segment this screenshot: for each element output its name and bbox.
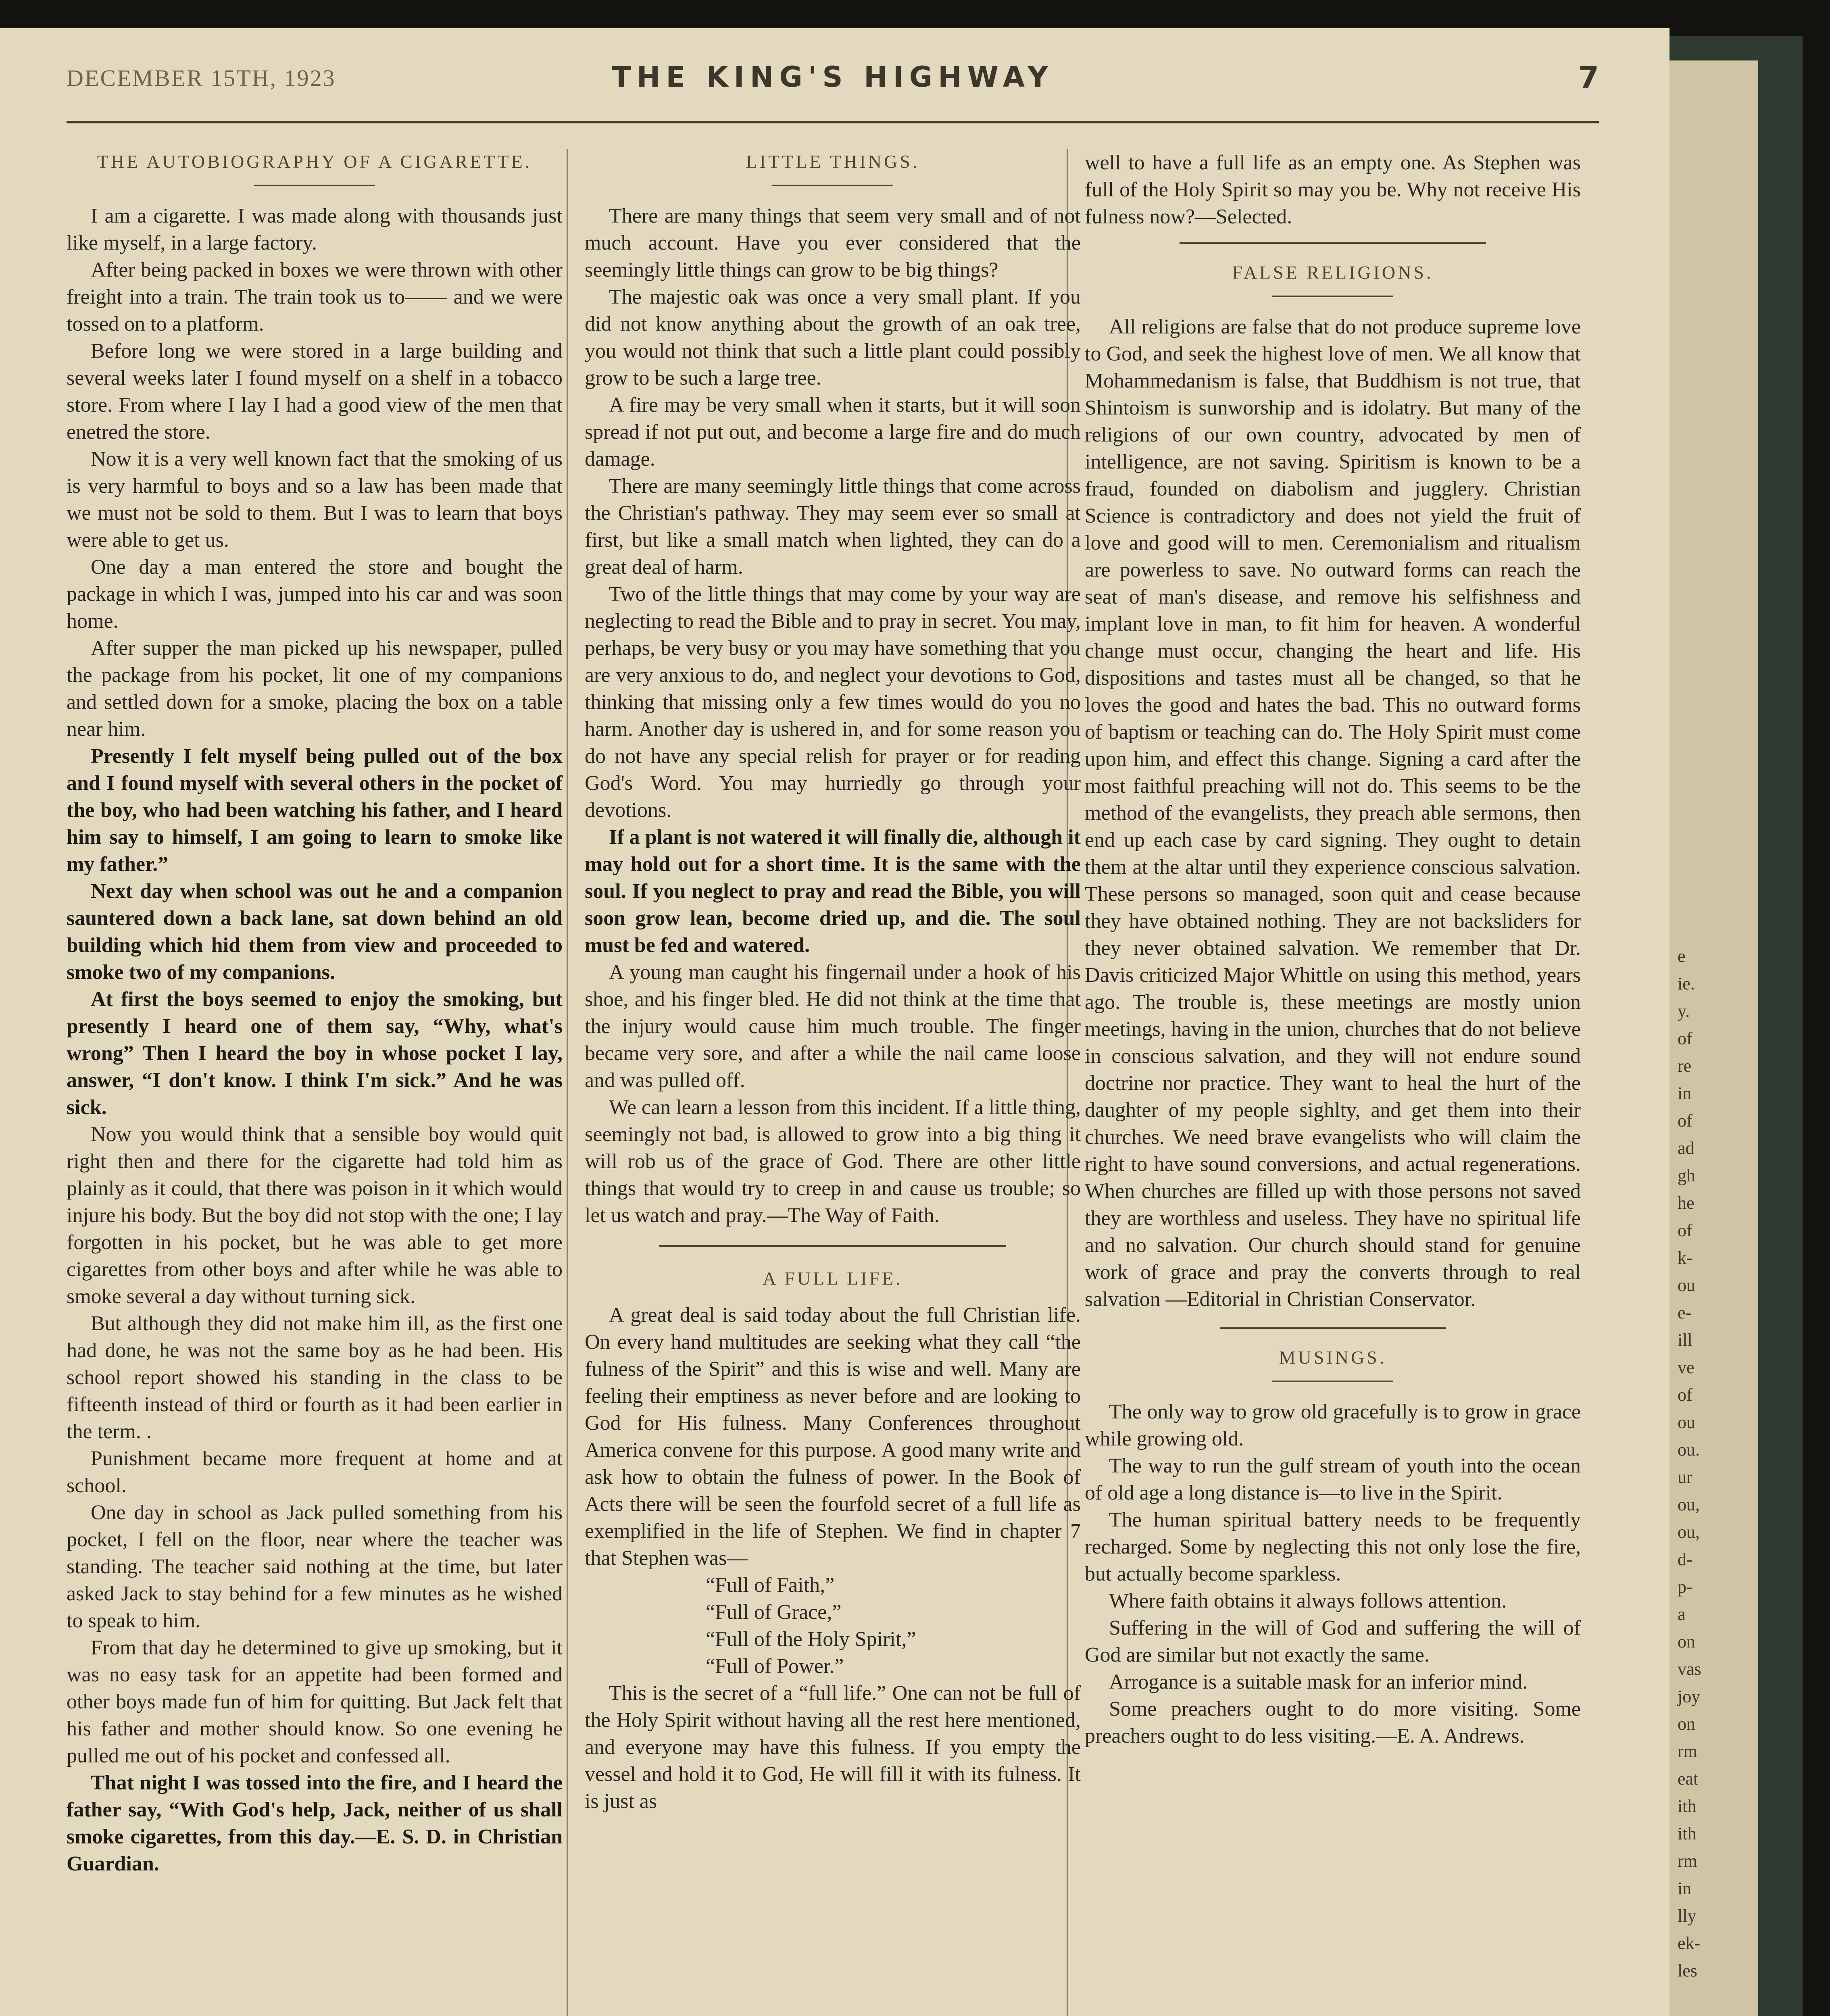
article-title-full-life: A FULL LIFE. (763, 1268, 903, 1289)
adjacent-page-fragment: ou (1678, 1275, 1695, 1295)
adjacent-page-fragment: he (1678, 1193, 1695, 1213)
paragraph: Before long we were stored in a large building and several weeks later I found myself on a shelf in a tobacco store. From where I lay I had a good view of the men that enetred the store. (67, 339, 563, 444)
section-rule (1220, 1327, 1446, 1329)
paragraph: From that day he determined to give up smoking, but it was no easy task for an appetite had been formed and other boys made fun of him for quitting. But Jack felt that his father and mother should know. So one evening he pulled me out of his pocket and confessed all. (67, 1636, 563, 1768)
adjacent-page-fragment: rm (1678, 1741, 1697, 1761)
paragraph: I am a cigarette. I was made along with thousands just like myself, in a large factory. (67, 204, 563, 255)
section-rule (659, 1245, 1006, 1247)
adjacent-page-fragment: ek- (1678, 1933, 1701, 1953)
adjacent-page-fragment: ou (1678, 1412, 1695, 1432)
adjacent-page-fragment: p- (1678, 1577, 1692, 1597)
adjacent-page-fragment: ur (1678, 1467, 1692, 1487)
paragraph: The human spiritual battery needs to be frequently recharged. Some by neglecting this not only lose the fire, but actually become sparkless. (1085, 1508, 1581, 1586)
paragraph: Suffering in the will of God and suffering the will of God are similar but not exactly the same. (1085, 1616, 1581, 1667)
title-rule (254, 185, 375, 186)
adjacent-page-fragment: of (1678, 1029, 1692, 1048)
article-title-false-religions: FALSE RELIGIONS. (1232, 262, 1434, 283)
paragraph: Some preachers ought to do more visiting. Some preachers ought to do less visiting.—E. A. Andrews. (1085, 1697, 1581, 1748)
adjacent-page-fragment: ou, (1678, 1522, 1700, 1542)
paragraph: After supper the man picked up his newspaper, pulled the package from his pocket, lit one of my companions and settled down for a smoke, placing the box on a table near him. (67, 637, 563, 741)
paragraph: A fire may be very small when it starts, but it will soon spread if not put out, and become a large fire and do much damage. (585, 394, 1081, 471)
header-rule (67, 121, 1599, 123)
paragraph-continued: well to have a full life as an empty one. As Stephen was full of the Holy Spirit so may you be. Why not receive His fulness now?—Selected. (1085, 151, 1581, 228)
adjacent-page-fragment: e- (1678, 1303, 1692, 1322)
paragraph: Two of the little things that may come by your way are neglecting to read the Bible and to pray in secret. You may, perhaps, be very busy or you may have something that you are very anxious to do, and neglect your devotions to God, thinking that missing only a few times would do you no harm. Another day is ushered in, and for some reason you do not have any special relish for prayer or for reading God's Word. You may hurriedly go through your devotions. (585, 583, 1081, 822)
adjacent-page-fragment: ou. (1678, 1440, 1700, 1460)
paragraph: Now it is a very well known fact that the smoking of us is very harmful to boys and so a law has been made that we must not be sold to them. But I was to learn that boys were able to get us. (67, 448, 563, 552)
adjacent-page-fragment: rm (1678, 1851, 1697, 1871)
paragraph: The majestic oak was once a very small plant. If you did not know anything about the growth of an oak tree, you would not think that such a little plant could possibly grow to be such a large tree. (585, 285, 1081, 390)
title-rule (1272, 296, 1393, 297)
page-number: 7 (1578, 60, 1599, 95)
adjacent-page-fragment: ith (1678, 1796, 1697, 1816)
paragraph: If a plant is not watered it will finally die, although it may hold out for a short time. It is the same with the soul. If you neglect to pray and read the Bible, you will soon grow lean, become dried up, and die. The soul must be fed and watered. (585, 826, 1081, 957)
publication-title: THE KING'S HIGHWAY (612, 60, 1054, 94)
paragraph: Next day when school was out he and a companion sauntered down a back lane, sat down behind an old building which hid them from view and proceeded to smoke two of my companions. (67, 880, 563, 984)
paragraph: That night I was tossed into the fire, and I heard the father say, “With God's help, Jack, neither of us shall smoke cigarettes, from this day.—E. S. D. in Christian Guardian. (67, 1771, 563, 1876)
adjacent-page-fragment: in (1678, 1083, 1692, 1103)
paragraph: Now you would think that a sensible boy would quit right then and there for the cigarette had told him as plainly as it could, that there was poison in it which would injure his body. But the boy did not stop with the one; I lay forgotten in his pocket, but he was able to get more cigarettes from other boys and after while he was able to smoke several a day without turning sick. (67, 1123, 563, 1308)
running-head (67, 56, 1599, 97)
paragraph: This is the secret of a “full life.” One can not be full of the Holy Spirit without having all the rest here mentioned, and everyone may have this fulness. If you empty the vessel and hold it to God, He will fill it with its fulness. It is just as (585, 1682, 1081, 1813)
adjacent-page-fragment: y. (1678, 1001, 1690, 1021)
adjacent-page-fragment: of (1678, 1220, 1692, 1240)
paragraph: Where faith obtains it always follows attention. (1109, 1589, 1507, 1613)
title-rule (1272, 1381, 1393, 1382)
column-divider (567, 149, 568, 2016)
book-binding (1670, 36, 1803, 2016)
adjacent-page-fragment: ie. (1678, 974, 1695, 993)
adjacent-page-edge (1670, 60, 1758, 2016)
paragraph: Punishment became more frequent at home and at school. (67, 1447, 563, 1497)
adjacent-page-fragment: les (1678, 1961, 1697, 1981)
adjacent-page-fragment: lly (1678, 1906, 1697, 1926)
paragraph: But although they did not make him ill, as the first one had done, he was not the same boy as he had been. His school report showed his standing in the class to be fifteenth instead of third or fourth as it had been earlier in the term. . (67, 1312, 563, 1443)
adjacent-page-fragment: eat (1678, 1769, 1699, 1789)
paragraph: A young man caught his fingernail under a hook of his shoe, and his finger bled. He did not think at the time that the injury would cause him much trouble. The finger became very sore, and after a while the nail came loose and was pulled off. (585, 961, 1081, 1092)
adjacent-page-fragment: ith (1678, 1824, 1697, 1843)
paragraph: Arrogance is a suitable mask for an inferior mind. (1109, 1670, 1528, 1694)
paragraph: There are many seemingly little things that come across the Christian's pathway. They may seem ever so small at first, but like a small match when lighted, they can do a great deal of harm. (585, 475, 1081, 579)
paragraph: All religions are false that do not produce supreme love to God, and seek the highest love of men. We all know that Mohammedanism is false, that Buddhism is not true, that Shintoism is sunworship and is idolatry. But many of the religions of our own country, advocated by men of intelligence, are not saving. Spiritism is known to be a fraud, founded on diabolism and jugglery. Christian Science is contradictory and does not yield the fruit of love and good will to men. Ceremonialism and ritualism are powerless to save. No outward forms can reach the seat of man's disease, and remove his selfishness and implant love in man, to fit him for heaven. A wonderful change must occur, changing the heart and life. His dispositions and tastes must all be changed, so that he loves the good and hates the bad. This no outward forms of baptism or teaching can do. The Holy Spirit must come upon him, and effect this change. Signing a card after the most faithful preaching will not do. This seems to be the method of the evangelists, they preach able sermons, then end up each case by card signing. They ought to detain them at the altar until they experience conscious salvation. These persons so managed, soon quit and cease because they have obtained nothing. They are not backsliders for they never obtained salvation. We remember that Dr. Davis criticized Major Whittle on using this method, years ago. The trouble is, these meetings are mostly union meetings, having in the union, churches that do not believe in conscious salvation, and they will not endure sound doctrine nor practice. They want to heal the hurt of the daughter of my people sighlty, and get them into their churches. We need brave evangelists who will claim the right to have sound conversions, and actual regenerations. When churches are filled up with those persons not saved they are worthless and useless. They have no spiritual life and no salvation. Our church should stand for genuine work of grace and pray the converts through to real salvation —Editorial in Christian Conservator. (1085, 315, 1581, 1311)
adjacent-page-fragment: ou, (1678, 1495, 1700, 1514)
article-title-little-things: LITTLE THINGS. (746, 151, 920, 172)
issue-date: DECEMBER 15TH, 1923 (67, 65, 336, 91)
adjacent-page-fragment: of (1678, 1111, 1692, 1131)
quality-line: “Full of Faith,” (706, 1574, 835, 1597)
adjacent-page-fragment: in (1678, 1879, 1692, 1898)
column-2 (585, 149, 1081, 1815)
adjacent-page-fragment: re (1678, 1056, 1692, 1076)
paragraph: The only way to grow old gracefully is to grow in grace while growing old. (1085, 1400, 1581, 1451)
adjacent-page-fragment: e (1678, 946, 1686, 966)
adjacent-page-fragment: vas (1678, 1659, 1701, 1679)
adjacent-page-fragment: on (1678, 1632, 1695, 1652)
newspaper-page (0, 28, 1670, 2016)
adjacent-page-fragment: joy (1678, 1687, 1701, 1706)
paragraph: We can learn a lesson from this incident. If a little thing, seemingly not bad, is allowed to grow into a big thing it will rob us of the grace of God. There are other little things that would try to creep in and cause us trouble; so let us watch and pray.—The Way of Faith. (585, 1096, 1081, 1227)
paragraph: After being packed in boxes we were thrown with other freight into a train. The train took us to—— and we were tossed on to a platform. (67, 258, 563, 336)
article-title-autobiography: THE AUTOBIOGRAPHY OF A CIGARETTE. (97, 151, 532, 172)
article-title-musings: MUSINGS. (1279, 1347, 1387, 1368)
adjacent-page-fragment: ill (1678, 1330, 1692, 1350)
adjacent-page-fragment: ad (1678, 1138, 1695, 1158)
adjacent-page-fragment: d- (1678, 1549, 1692, 1569)
paragraph: Presently I felt myself being pulled out of the box and I found myself with several others in the pocket of the boy, who had been watching his father, and I heard him say to himself, I am going to learn to smoke like my father.” (67, 745, 563, 876)
quality-line: “Full of Grace,” (706, 1601, 842, 1624)
quality-line: “Full of Power.” (706, 1655, 844, 1678)
paragraph: At first the boys seemed to enjoy the smoking, but presently I heard one of them say, “Why, what's wrong” Then I heard the boy in whose pocket I lay, answer, “I don't know. I think I'm sick.” And he was sick. (67, 988, 563, 1119)
adjacent-page-fragment: of (1678, 1385, 1692, 1405)
paragraph: There are many things that seem very small and of not much account. Have you ever considered that the seemingly little things can grow to be big things? (585, 204, 1081, 282)
adjacent-page-fragment: gh (1678, 1166, 1695, 1185)
paragraph: The way to run the gulf stream of youth into the ocean of old age a long distance is—to live in the Spirit. (1085, 1454, 1581, 1505)
column-3 (1085, 149, 1581, 1749)
paragraph: One day in school as Jack pulled something from his pocket, I fell on the floor, near where the teacher was standing. The teacher said nothing at the time, but later asked Jack to stay behind for a few minutes as he wished to speak to him. (67, 1501, 563, 1633)
section-rule (1180, 242, 1486, 244)
quality-line: “Full of the Holy Spirit,” (706, 1628, 916, 1651)
title-rule (772, 185, 893, 186)
adjacent-page-fragment: a (1678, 1604, 1686, 1624)
paragraph: One day a man entered the store and bought the package in which I was, jumped into his car and was soon home. (67, 556, 563, 633)
adjacent-page-fragment: on (1678, 1714, 1695, 1734)
column-1 (67, 149, 563, 1877)
adjacent-page-fragment: ve (1678, 1358, 1695, 1377)
paragraph: A great deal is said today about the full Christian life. On every hand multitudes are seeking what they call “the fulness of the Spirit” and this is wise and well. Many are feeling their emptiness as never before and are looking to God for His fulness. Many Conferences throughout America convene for this purpose. A good many write and ask how to obtain the fulness of power. In the Book of Acts there will be seen the fourfold secret of a full life as exemplified in the life of Stephen. We find in chapter 7 that Stephen was— (585, 1304, 1081, 1570)
adjacent-page-fragment: k- (1678, 1248, 1692, 1268)
